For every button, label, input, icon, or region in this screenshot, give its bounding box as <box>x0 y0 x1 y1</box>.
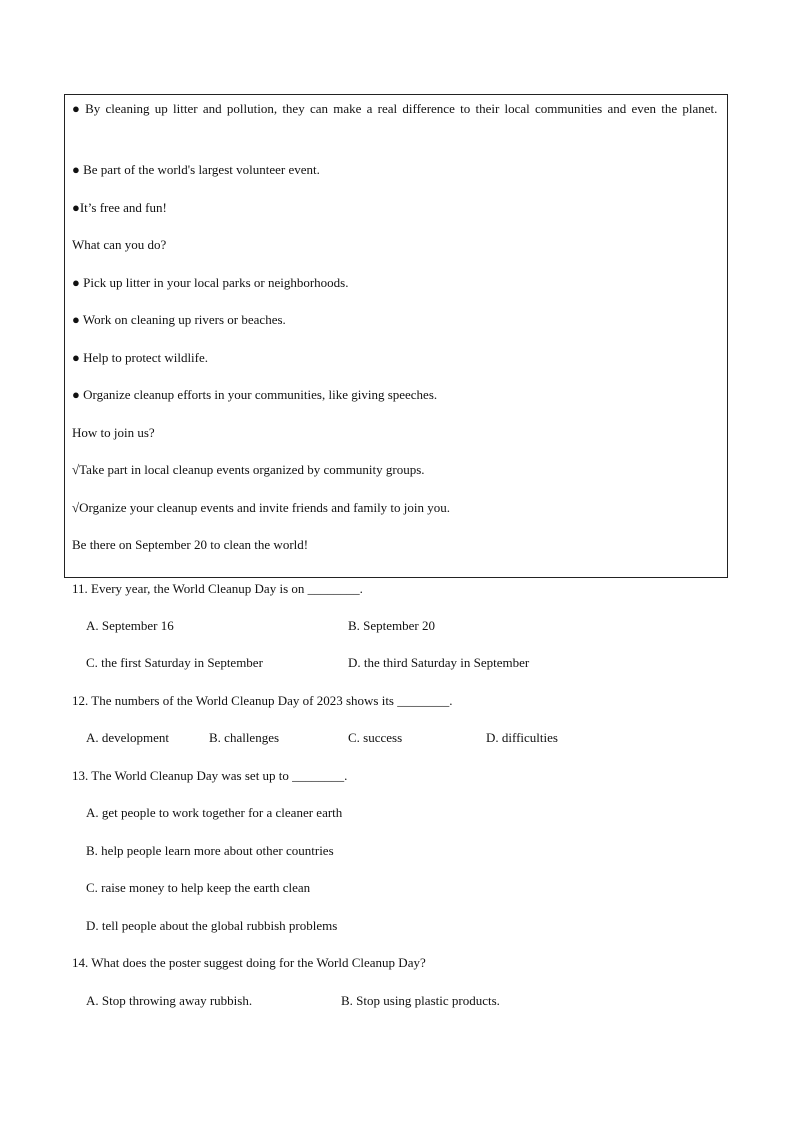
poster-closing: Be there on September 20 to clean the world! <box>72 537 309 552</box>
poster-what-item: ● Organize cleanup efforts in your communities, like giving speeches. <box>72 387 438 402</box>
poster-line-free: ●It’s free and fun! <box>72 200 167 215</box>
question-stem-13: 13. The World Cleanup Day was set up to ________. <box>72 768 348 783</box>
option-12-b: B. challenges <box>209 730 280 745</box>
option-13-c: C. raise money to help keep the earth clean <box>86 880 311 895</box>
option-13-d: D. tell people about the global rubbish problems <box>86 918 338 933</box>
option-11-a: A. September 16 <box>86 618 174 633</box>
option-12-a: A. development <box>86 730 170 745</box>
poster-what-item: ● Help to protect wildlife. <box>72 350 209 365</box>
poster-join-item: √Organize your cleanup events and invite friends and family to join you. <box>72 500 451 515</box>
poster-heading-join: How to join us? <box>72 425 155 440</box>
option-14-a: A. Stop throwing away rubbish. <box>86 993 253 1008</box>
option-11-d: D. the third Saturday in September <box>348 655 530 670</box>
option-12-c: C. success <box>348 730 403 745</box>
question-stem-12: 12. The numbers of the World Cleanup Day of 2023 shows its ________. <box>72 693 453 708</box>
poster-what-item: ● Work on cleaning up rivers or beaches. <box>72 312 286 327</box>
option-14-b: B. Stop using plastic products. <box>341 993 500 1008</box>
poster-what-item: ● Pick up litter in your local parks or neighborhoods. <box>72 275 349 290</box>
poster-heading-what: What can you do? <box>72 237 167 252</box>
option-11-b: B. September 20 <box>348 618 436 633</box>
poster-line-benefit: ● By cleaning up litter and pollution, they can make a real difference to their local communities and even the planet. <box>72 101 718 116</box>
option-11-c: C. the first Saturday in September <box>86 655 263 670</box>
option-13-b: B. help people learn more about other countries <box>86 843 334 858</box>
question-stem-14: 14. What does the poster suggest doing for the World Cleanup Day? <box>72 955 426 970</box>
poster-join-item: √Take part in local cleanup events organized by community groups. <box>72 462 425 477</box>
question-stem-11: 11. Every year, the World Cleanup Day is on ________. <box>72 581 363 596</box>
poster-line-volunteer: ● Be part of the world's largest volunteer event. <box>72 162 320 177</box>
option-13-a: A. get people to work together for a cleaner earth <box>86 805 343 820</box>
option-12-d: D. difficulties <box>486 730 558 745</box>
